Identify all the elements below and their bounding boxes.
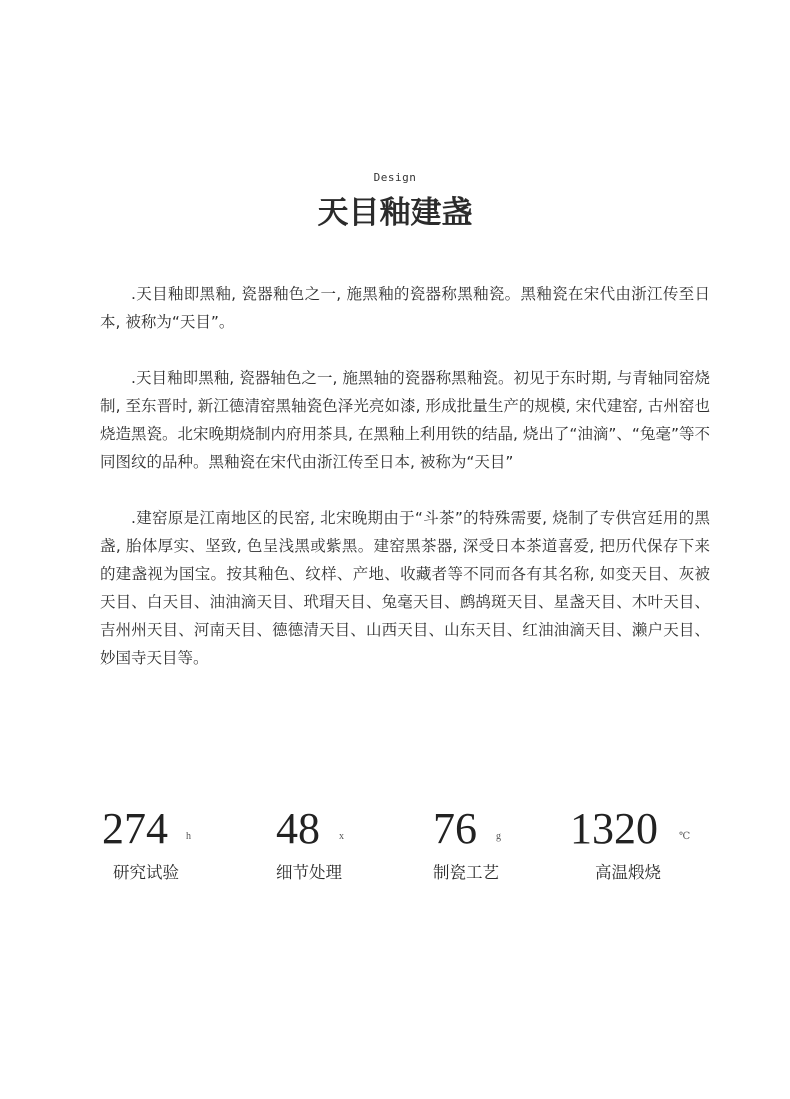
paragraph-intro: .天目釉即黑釉, 瓷器釉色之一, 施黑釉的瓷器称黑釉瓷。黑釉瓷在宋代由浙江传至日本, 被称为“天目”。 xyxy=(100,285,710,331)
stat-label: 细节处理 xyxy=(276,863,342,882)
paragraph-history: .天目釉即黑釉, 瓷器轴色之一, 施黑轴的瓷器称黑釉瓷。初见于东时期, 与青轴同窑烧制, 至东晋时, 新江德清窑黑轴瓷色泽光亮如漆, 形成批量生产的规模, 宋代建窑, 古州窑也烧造黑瓷。北宋晚期烧制内府用茶具, 在黑釉上利用铁的结晶, 烧出了“油滴”、“兔毫”等不同图纹的品种。黑釉瓷在宋代由浙江传至日本, 被称为“天目” xyxy=(100,369,710,471)
stat-research xyxy=(102,803,212,893)
stat-unit: h xyxy=(186,831,191,842)
stat-firing xyxy=(570,803,710,893)
page-title: 天目釉建盏 xyxy=(317,195,473,231)
stats-row xyxy=(90,803,710,893)
stat-label: 制瓷工艺 xyxy=(433,863,499,882)
stat-unit: g xyxy=(496,831,501,842)
stat-detail xyxy=(276,803,386,893)
stat-value: 48 xyxy=(276,804,320,853)
page-kicker: Design xyxy=(373,171,417,184)
stat-value: 274 xyxy=(102,804,168,853)
stat-label: 高温煅烧 xyxy=(595,863,661,882)
stat-craft xyxy=(433,803,543,893)
stat-label: 研究试验 xyxy=(113,863,179,882)
article-body xyxy=(100,280,710,700)
stat-unit: ℃ xyxy=(679,831,691,842)
stat-unit: x xyxy=(339,831,344,842)
stat-value: 1320 xyxy=(570,804,658,853)
stat-value: 76 xyxy=(433,804,477,853)
paragraph-jian-kiln: .建窑原是江南地区的民窑, 北宋晚期由于“斗茶”的特殊需要, 烧制了专供宫廷用的黑盏, 胎体厚实、坚致, 色呈浅黑或紫黑。建窑黑茶器, 深受日本茶道喜爱, 把历代保存下来的建盏视为国宝。按其釉色、纹样、产地、收藏者等不同而各有其名称, 如变天目、灰被天目、白天目、油油滴天目、玳瑁天目、兔毫天目、鹧鸪斑天目、星盏天目、木叶天目、吉州州天目、河南天目、德德清天目、山西天目、山东天目、红油油滴天目、濑户天目、妙国寺天目等。 xyxy=(100,509,710,667)
